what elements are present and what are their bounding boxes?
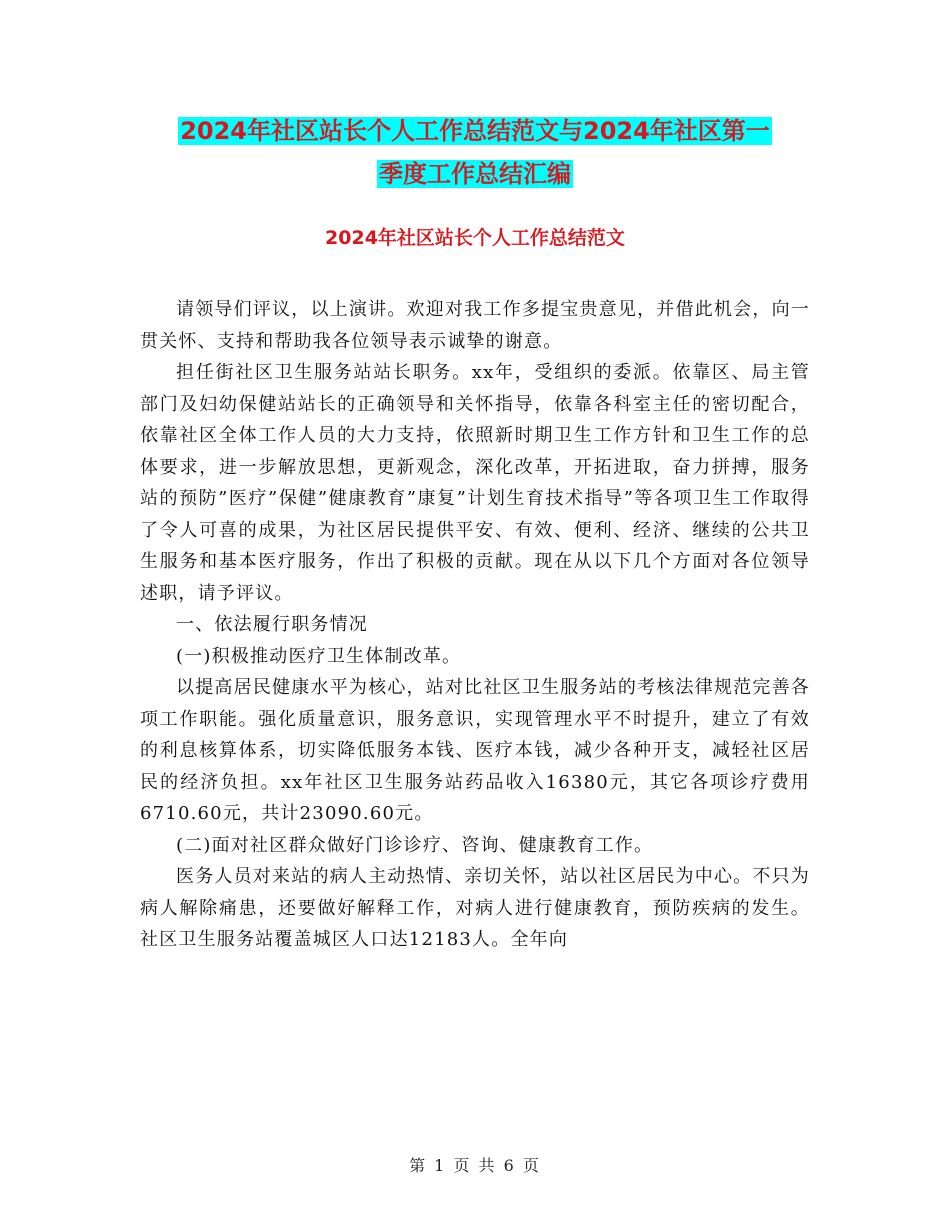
document-title-line-2 <box>0 160 950 188</box>
paragraph-subheading: (一)积极推动医疗卫生体制改革。 <box>176 645 462 667</box>
paragraph: 请领导们评议，以上演讲。欢迎对我工作多提宝贵意见，并借此机会，向一贯关怀、支持和帮助我各位领导表示诚挚的谢意。 <box>140 299 810 352</box>
document-title-text-2: 季度工作总结汇编 <box>379 160 571 188</box>
paragraph: 担任街社区卫生服务站站长职务。xx年，受组织的委派。依靠区、局主管部门及妇幼保健站站长的正确领导和关怀指导，依靠各科室主任的密切配合，依靠社区全体工作人员的大力支持，依照新时期卫生工作方针和卫生工作的总体要求，进一步解放思想，更新观念，深化改革，开拓进取，奋力拼搏，服务站的预防”医疗”保健”健康教育”康复”计划生育技术指导”等各项卫生工作取得了令人可喜的成果，为社区居民提供平安、有效、便利、经济、继续的公共卫生服务和基本医疗服务，作出了积极的贡献。现在从以下几个方面对各位领导述职，请予评议。 <box>140 362 810 604</box>
paragraph-heading: 一、依法履行职务情况 <box>176 614 368 635</box>
section-title: 2024年社区站长个人工作总结范文 <box>325 227 625 249</box>
paragraph-subheading: (二)面对社区群众做好门诊诊疗、咨询、健康教育工作。 <box>176 834 654 856</box>
page-number-footer: 第 1 页 共 6 页 <box>409 1156 541 1175</box>
paragraph: 以提高居民健康水平为核心，站对比社区卫生服务站的考核法律规范完善各项工作职能。强化质量意识，服务意识，实现管理水平不时提升，建立了有效的利息核算体系，切实降低服务本钱、医疗本钱，减少各种开支，减轻社区居民的经济负担。xx年社区卫生服务站药品收入16380元，其它各项诊疗费用6710.60元，共计23090.60元。 <box>140 677 810 824</box>
document-body <box>140 294 810 956</box>
document-title-line-1 <box>0 117 950 145</box>
document-title-text-1: 2024年社区站长个人工作总结范文与2024年社区第一 <box>180 117 770 145</box>
paragraph: 医务人员对来站的病人主动热情、亲切关怀，站以社区居民为中心。不只为病人解除痛患，还要做好解释工作，对病人进行健康教育，预防疾病的发生。社区卫生服务站覆盖城区人口达12183人。全年向 <box>140 866 810 950</box>
